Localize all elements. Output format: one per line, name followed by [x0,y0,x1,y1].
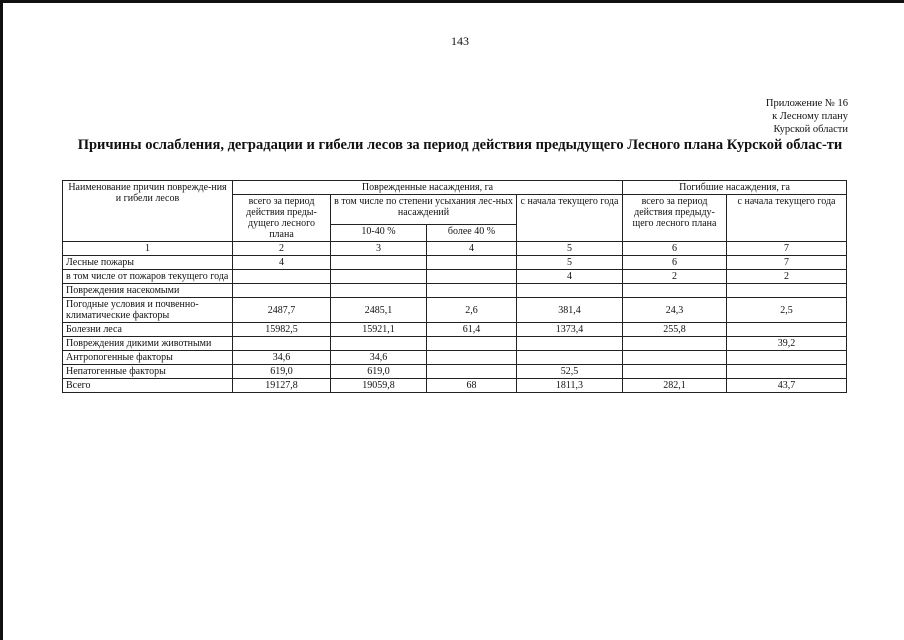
table-cell-c4: 61,4 [427,323,517,337]
row-cause-name: в том числе от пожаров текущего года [63,270,233,284]
table-cell-c2 [233,284,331,298]
column-index-cell: 5 [517,242,623,256]
column-index-cell: 4 [427,242,517,256]
row-cause-name: Повреждения насекомыми [63,284,233,298]
row-cause-name: Непатогенные факторы [63,365,233,379]
row-cause-name: Болезни леса [63,323,233,337]
table-row [63,379,847,393]
row-cause-name: Лесные пожары [63,256,233,270]
table-cell-c7 [727,284,847,298]
column-index-cell: 1 [63,242,233,256]
document-title: Причины ослабления, деградации и гибели лесов за период действия предыдущего Лесного плана Курской облас-ти [77,137,843,153]
header-dead-group: Погибшие насаждения, га [623,181,847,195]
table-cell-c4 [427,284,517,298]
table-cell-c4 [427,351,517,365]
table-cell-c2: 2487,7 [233,298,331,323]
header-damaged-group: Поврежденные насаждения, га [233,181,623,195]
table-cell-c2 [233,337,331,351]
table-cell-c7 [727,351,847,365]
header-cause: Наименование причин поврежде-ния и гибели лесов [63,181,233,242]
table-cell-c7 [727,365,847,379]
table-cell-c5: 52,5 [517,365,623,379]
scan-edge-top [0,0,904,3]
header-damaged-current-year: с начала текущего года [517,195,623,242]
table-cell-c7: 7 [727,256,847,270]
table-cell-c5 [517,337,623,351]
table-cell-c4 [427,337,517,351]
column-index-cell: 3 [331,242,427,256]
table-row [63,337,847,351]
table-row [63,351,847,365]
table-row [63,323,847,337]
table-cell-c3: 2485,1 [331,298,427,323]
table-cell-c2: 19127,8 [233,379,331,393]
table-cell-c6 [623,351,727,365]
table-cell-c5: 4 [517,270,623,284]
table-cell-c6: 2 [623,270,727,284]
table-cell-c3 [331,270,427,284]
appendix-line: Приложение № 16 [765,98,848,109]
table-cell-c5: 1811,3 [517,379,623,393]
column-index-cell: 6 [623,242,727,256]
appendix-line: Курской области [773,124,848,135]
row-cause-name: Повреждения дикими животными [63,337,233,351]
table-cell-c7: 2,5 [727,298,847,323]
table-cell-c6: 24,3 [623,298,727,323]
row-cause-name: Погодные условия и почвенно-климатические факторы [63,298,233,323]
table-cell-c2: 619,0 [233,365,331,379]
page-number: 143 [451,34,469,48]
table-cell-c5: 1373,4 [517,323,623,337]
table-cell-c7: 2 [727,270,847,284]
table-cell-c2 [233,270,331,284]
table-cell-c3: 15921,1 [331,323,427,337]
table-cell-c3: 19059,8 [331,379,427,393]
table-cell-c6 [623,337,727,351]
appendix-note [766,97,848,136]
table-row [63,256,847,270]
table-cell-c3: 619,0 [331,365,427,379]
table-cell-c3 [331,256,427,270]
row-cause-name: Всего [63,379,233,393]
table-cell-c4 [427,256,517,270]
table-cell-c6: 255,8 [623,323,727,337]
table-row [63,365,847,379]
table-cell-c6 [623,365,727,379]
table-row [63,284,847,298]
table-cell-c2: 4 [233,256,331,270]
table-cell-c7: 39,2 [727,337,847,351]
table-cell-c5: 5 [517,256,623,270]
table-row [63,298,847,323]
table-cell-c3: 34,6 [331,351,427,365]
header-dead-current-year: с начала текущего года [727,195,847,242]
table-cell-c6 [623,284,727,298]
table-cell-c5 [517,284,623,298]
row-cause-name: Антропогенные факторы [63,351,233,365]
table-cell-c3 [331,284,427,298]
table-cell-c4: 68 [427,379,517,393]
appendix-line: к Лесному плану [772,111,848,122]
table-cell-c2: 15982,5 [233,323,331,337]
table-cell-c4 [427,270,517,284]
table-cell-c4: 2,6 [427,298,517,323]
table-cell-c5: 381,4 [517,298,623,323]
table-cell-c6: 6 [623,256,727,270]
table-cell-c7: 43,7 [727,379,847,393]
table-cell-c5 [517,351,623,365]
scan-edge-left [0,0,3,640]
table-row [63,270,847,284]
table-cell-c4 [427,365,517,379]
forest-damage-table [62,180,847,393]
table-cell-c7 [727,323,847,337]
column-index-cell: 2 [233,242,331,256]
header-dead-total: всего за период действия предыду-щего лесного плана [623,195,727,242]
header-degree-10-40: 10-40 % [331,225,427,242]
header-damaged-total: всего за период действия преды-дущего лесного плана [233,195,331,242]
table-body [63,242,847,393]
column-index-row [63,242,847,256]
table-cell-c2: 34,6 [233,351,331,365]
table-cell-c3 [331,337,427,351]
header-damaged-by-degree: в том числе по степени усыхания лес-ных насаждений [331,195,517,225]
table-cell-c6: 282,1 [623,379,727,393]
header-degree-over-40: более 40 % [427,225,517,242]
column-index-cell: 7 [727,242,847,256]
